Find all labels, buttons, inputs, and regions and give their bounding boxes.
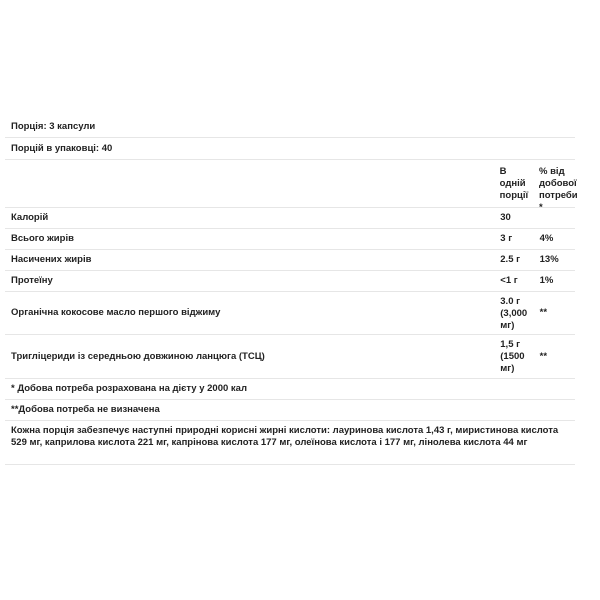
row-name: Всього жирів bbox=[11, 233, 74, 244]
row-amount: 3.0 г (3,000 мг) bbox=[500, 296, 528, 331]
fatty-acids-text: Кожна порція забезпечує наступні природні корисні жирні кислоти: лауринова кислота 1,43 г, миристинова кислота 529 мг, каприлова кислота 221 мг, капрінова кислота 177 мг, олеїнова кислота і 177 мг, лінолева кислота 44 мг bbox=[11, 425, 559, 448]
header-daily-value: % від добової потреби * bbox=[539, 166, 578, 213]
row-amount: 30 bbox=[500, 212, 511, 223]
footnote-daily-value: * Добова потреба розрахована на дієту у 2000 кал bbox=[11, 383, 247, 394]
row-amount: 3 г bbox=[500, 233, 513, 244]
serving-size-row bbox=[5, 116, 575, 138]
row-daily-value: ** bbox=[539, 307, 548, 318]
row-name: Протеїну bbox=[11, 275, 53, 286]
footnote-not-established: **Добова потреба не визначена bbox=[11, 404, 160, 415]
row-daily-value: 13% bbox=[539, 254, 559, 265]
row-name: Органічна кокосове масло першого віджиму bbox=[11, 307, 221, 318]
header-amount: В одній порції bbox=[499, 166, 529, 201]
row-amount: <1 г bbox=[500, 275, 518, 286]
row-name: Калорій bbox=[11, 212, 49, 223]
row-daily-value: ** bbox=[539, 350, 548, 362]
table-row bbox=[5, 229, 575, 250]
table-row bbox=[5, 208, 575, 229]
serving-size-text: Порція: 3 капсули bbox=[11, 120, 96, 132]
footnote-row bbox=[5, 379, 575, 400]
servings-per-pack-text: Порцій в упаковці: 40 bbox=[11, 142, 113, 154]
table-row bbox=[5, 335, 575, 379]
table-row bbox=[5, 250, 575, 271]
row-amount: 2.5 г bbox=[500, 254, 521, 265]
fatty-acids-row bbox=[5, 421, 575, 465]
row-amount: 1,5 г (1500 мг) bbox=[500, 338, 525, 374]
row-name: Насичених жирів bbox=[11, 254, 92, 265]
servings-per-pack-row bbox=[5, 138, 575, 160]
table-row bbox=[5, 271, 575, 292]
table-header-row bbox=[5, 160, 578, 213]
row-daily-value: 4% bbox=[539, 233, 554, 244]
row-daily-value: 1% bbox=[539, 275, 554, 286]
row-name: Тригліцериди із середньою довжиною ланцюга (ТСЦ) bbox=[11, 350, 265, 362]
supplement-facts-table bbox=[5, 116, 578, 465]
table-row bbox=[5, 292, 575, 335]
footnote-row bbox=[5, 400, 575, 421]
